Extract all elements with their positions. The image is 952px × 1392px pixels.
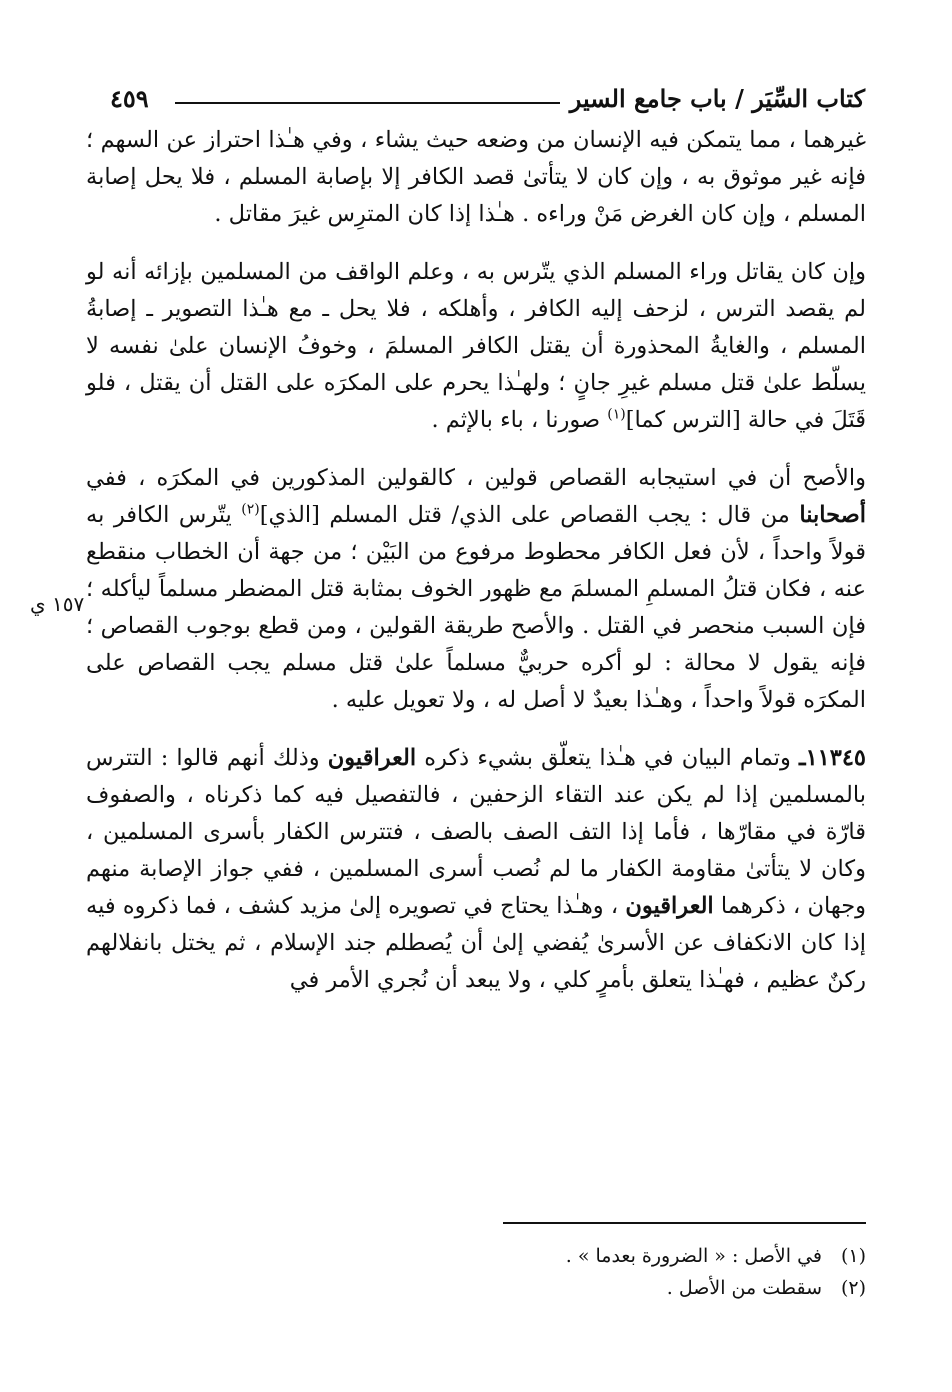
- footnote-ref-1[interactable]: (١): [607, 406, 626, 423]
- footnote-ref-2[interactable]: (٢): [241, 501, 260, 518]
- footnote-separator: [503, 1222, 866, 1224]
- main-text: [86, 122, 866, 999]
- paragraph-3: والأصح أن في استيجابه القصاص قولين ، كالقولين المذكورين في المكرَه ، ففي أصحابنا من قال : يجب القصاص على الذي/ قتل المسلم [الذي]$^{(٢)}$ يتّرس الكافر به قولاً واحداً ، لأن فعل الكافر محطوط مرفوع من البَيْن ؛ من جهة أن الخطاب منقطع عنه ، فكان قتلُ المسلمِ المسلمَ مع ظهور الخوف بمثابة قتل المضطر مسلماً ليأكله ؛ فإن السبب منحصر في القتل . والأصح طريقة القولين ، ومن قطع بوجوب القصاص ؛ فإنه يقول لا محالة : لو أكره حربيٌّ مسلماً علىٰ قتل مسلم يجب القصاص على المكرَه قولاً واحداً ، وهـٰذا بعيدٌ لا أصل له ، ولا تعويل عليه .: [86, 465, 866, 713]
- chapter-title: كتاب السِّيَر / باب جامع السير: [569, 84, 865, 113]
- footnote-1: (١)في الأصل : « الضرورة بعدما » .: [565, 1245, 866, 1267]
- paragraph-1: غيرهما ، مما يتمكن فيه الإنسان من وضعه حيث يشاء ، وفي هـٰذا احتراز عن السهم ؛ فإنه غير موثوق به ، وإن كان لا يتأتىٰ قصد الكافر إلا بإصابة المسلم ، فلا يحل إصابة المسلم ، وإن كان الغرض مَنْ وراءه . هـٰذا إذا كان المترِس غيرَ مقاتل .: [86, 127, 866, 227]
- margin-folio-note: ١٥٧ ي: [30, 592, 85, 616]
- running-header: [110, 82, 865, 122]
- page-number: ٤٥٩: [110, 84, 149, 113]
- paragraph-number: ١١٣٤٥ـ: [798, 745, 867, 771]
- footnotes: [366, 1240, 866, 1304]
- paragraph-4: ١١٣٤٥ـ وتمام البيان في هـٰذا يتعلّق بشيء ذكره العراقيون وذلك أنهم قالوا : التترس بالمسلمين إذا لم يكن عند التقاء الزحفين ، فالتفصيل فيه كما ذكرناه ، والصفوف قارّة في مقارّها ، فأما إذا التف الصف بالصف ، فتترس الكفار بأسرى المسلمين ، وكان لا يتأتىٰ مقاومة الكفار ما لم نُصب أسرى المسلمين ، ففي جواز الإصابة منهم وجهان ، ذكرهما العراقيون ، وهـٰذا يحتاج في تصويره إلىٰ مزيد كشف ، فما ذكروه فيه إذا كان الانكفاف عن الأسرىٰ يُفضي إلىٰ أن يُصطلم جند الإسلام ، ثم يختل بانفلالهم ركنٌ عظيم ، فهـٰذا يتعلق بأمرٍ كلي ، ولا يبعد أن نُجري الأمر في: [86, 745, 867, 993]
- paragraph-2: وإن كان يقاتل وراء المسلم الذي يتّرس به ، وعلم الواقف من المسلمين بإزائه أنه لو لم يقصد الترس ، لزحف إليه الكافر ، وأهلكه ، فلا يحل ـ مع هـٰذا التصوير ـ إصابةُ المسلم ، والغايةُ المحذورة أن يقتل الكافر المسلمَ ، وخوفُ الإنسان علىٰ نفسه لا يسلّط علىٰ قتل مسلم غيرِ جانٍ ؛ ولهـٰذا يحرم على المكرَه على القتل أن يقتل ، فلو قَتَلَ في حالة [الترس كما]$^{(١)}$ صورنا ، باء بالإثم .: [86, 259, 866, 433]
- header-rule: [175, 102, 560, 104]
- footnote-2: (٢)سقطت من الأصل .: [666, 1277, 866, 1299]
